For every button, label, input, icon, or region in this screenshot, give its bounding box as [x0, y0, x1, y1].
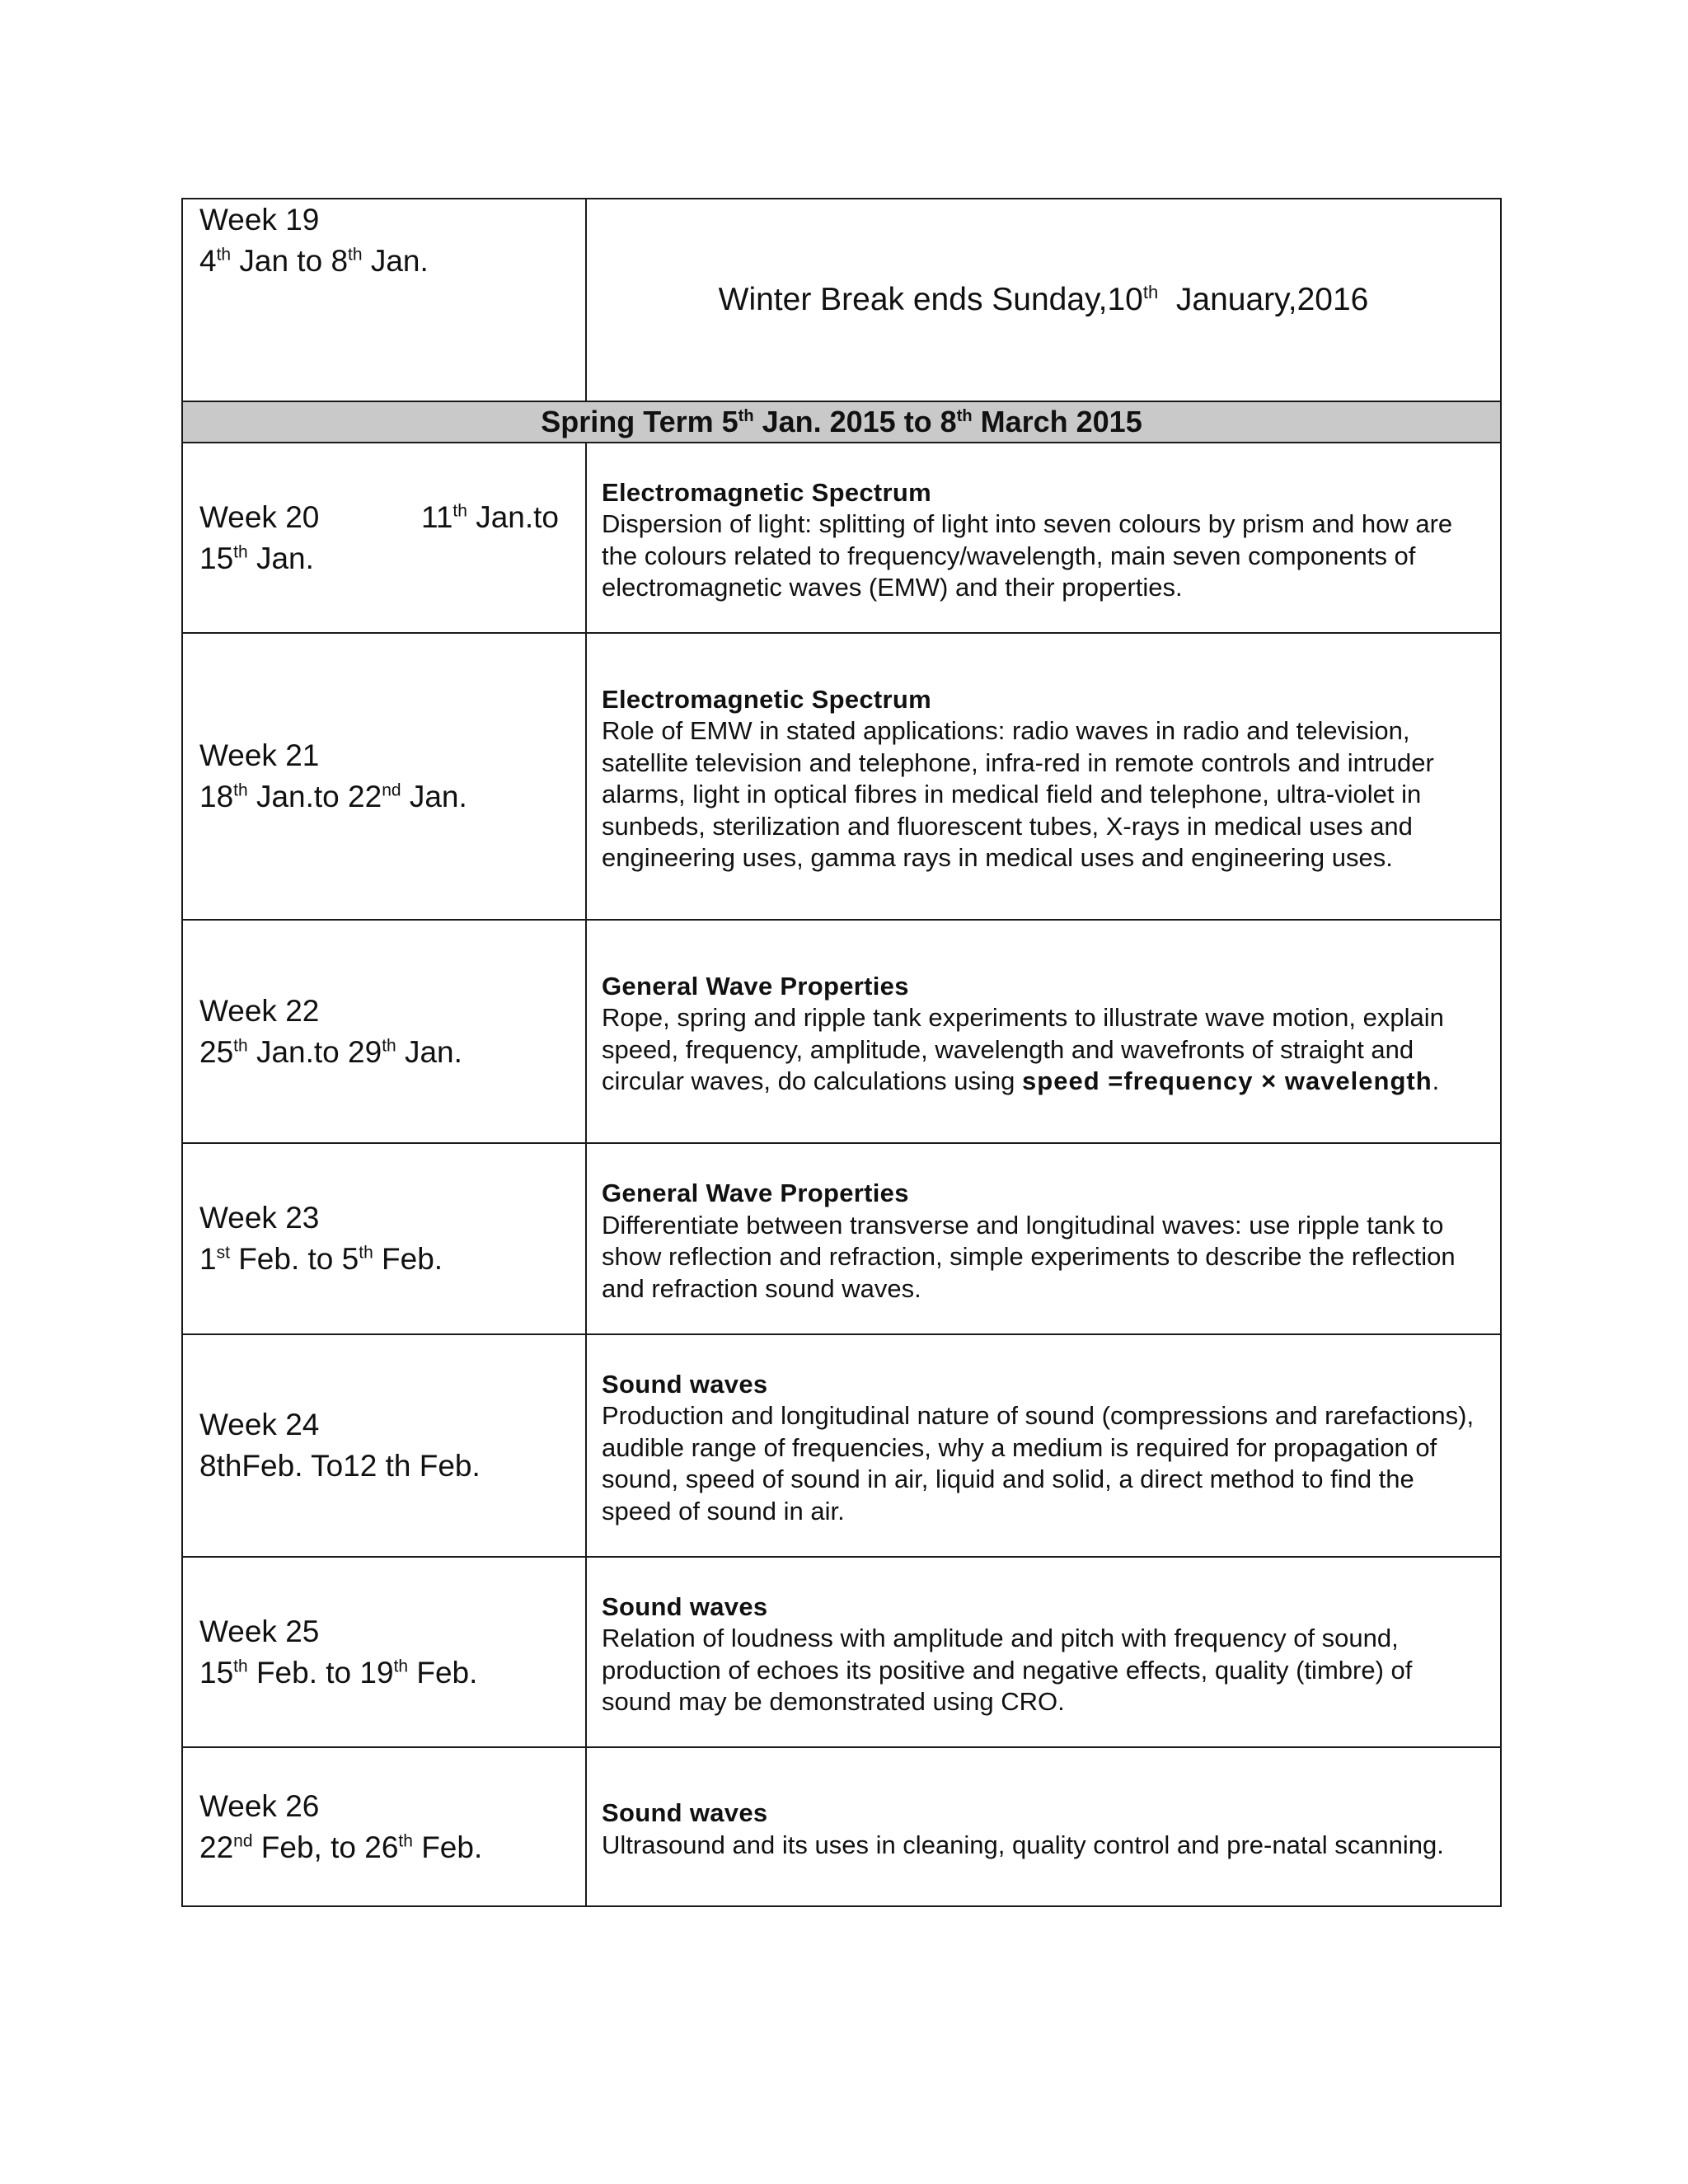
topic-title: General Wave Properties	[602, 1179, 909, 1207]
week-cell	[182, 633, 586, 920]
table-row	[182, 1334, 1501, 1557]
week-label: Week 24	[199, 1408, 320, 1441]
week-cell	[182, 1143, 586, 1334]
week-cell	[182, 920, 586, 1143]
topic-description: Ultrasound and its uses in cleaning, quality control and pre-natal scanning.	[602, 1830, 1444, 1859]
table-row	[182, 633, 1501, 920]
content-cell	[586, 1747, 1501, 1906]
week-dates: 18th Jan.to 22nd Jan.	[199, 780, 467, 813]
week-cell	[182, 1334, 586, 1557]
week-label: Week 21	[199, 738, 320, 772]
week-label: Week 26	[199, 1788, 320, 1823]
week-dates: 25th Jan.to 29th Jan.	[199, 1034, 462, 1069]
table-row	[182, 1143, 1501, 1334]
week-label: Week 22	[199, 993, 320, 1028]
table-row	[182, 199, 1501, 401]
week-cell	[182, 199, 586, 401]
week-dates-start: 11th Jan.to	[420, 499, 559, 534]
week-label: Week 19	[199, 203, 320, 237]
formula: speed =frequency × wavelength	[1022, 1066, 1432, 1095]
content-cell	[586, 443, 1501, 633]
topic-title: Sound waves	[602, 1369, 768, 1399]
winter-break-note: Winter Break ends Sunday,10th January,2016	[586, 199, 1501, 401]
week-label: Week 23	[199, 1201, 320, 1235]
week-cell	[182, 1557, 586, 1747]
week-cell	[182, 443, 586, 633]
topic-description: Differentiate between transverse and longitudinal waves: use ripple tank to show reflection and refraction, simple experiments to describe the reflection and refraction sound waves.	[602, 1210, 1456, 1303]
week-label: Week 20	[199, 499, 320, 534]
week-label: Week 25	[199, 1614, 320, 1648]
week-dates: 4th Jan to 8th Jan.	[199, 244, 429, 278]
week-cell	[182, 1747, 586, 1906]
table-row	[182, 443, 1501, 633]
content-cell	[586, 1334, 1501, 1557]
term-header: Spring Term 5th Jan. 2015 to 8th March 2015	[182, 401, 1501, 443]
topic-title: General Wave Properties	[602, 971, 909, 1001]
table-row	[182, 920, 1501, 1143]
term-header-row	[182, 401, 1501, 443]
content-cell	[586, 1143, 1501, 1334]
content-cell	[586, 633, 1501, 920]
topic-description: Role of EMW in stated applications: radio waves in radio and television, satellite television and telephone, infra-red in remote controls and intruder alarms, light in optical fibres in medical field and telephone, ultra-violet in sunbeds, sterilization and fluorescent tubes, X-rays in medical uses and engineering uses, gamma rays in medical uses and engineering uses.	[602, 716, 1434, 872]
schedule-table	[181, 198, 1502, 1907]
topic-description: Production and longitudinal nature of sound (compressions and rarefactions), audible range of frequencies, why a medium is required for propagation of sound, speed of sound in air, liquid and solid, a direct method to find the speed of sound in air.	[602, 1401, 1475, 1526]
content-cell	[586, 920, 1501, 1143]
week-dates: 1st Feb. to 5th Feb.	[199, 1242, 443, 1276]
topic-description: Rope, spring and ripple tank experiments to illustrate wave motion, explain speed, frequency, amplitude, wavelength and wavefronts of straight and circular waves, do calculations using speed =frequency × wavelength.	[602, 1003, 1444, 1095]
topic-title: Electromagnetic Spectrum	[602, 477, 931, 507]
week-dates: 15th Jan.	[199, 541, 314, 575]
week-dates: 8thFeb. To12 th Feb.	[199, 1449, 481, 1483]
topic-description: Dispersion of light: splitting of light into seven colours by prism and how are the colours related to frequency/wavelength, main seven components of electromagnetic waves (EMW) and their properties.	[602, 509, 1453, 602]
table-row	[182, 1747, 1501, 1906]
topic-title: Electromagnetic Spectrum	[602, 684, 931, 714]
topic-description: Relation of loudness with amplitude and pitch with frequency of sound, production of echoes its positive and negative effects, quality (timbre) of sound may be demonstrated using CRO.	[602, 1624, 1413, 1716]
week-dates: 22nd Feb, to 26th Feb.	[199, 1830, 483, 1864]
week-dates: 15th Feb. to 19th Feb.	[199, 1655, 478, 1690]
topic-title: Sound waves	[602, 1798, 768, 1827]
content-cell	[586, 1557, 1501, 1747]
table-row	[182, 1557, 1501, 1747]
topic-title: Sound waves	[602, 1591, 768, 1621]
